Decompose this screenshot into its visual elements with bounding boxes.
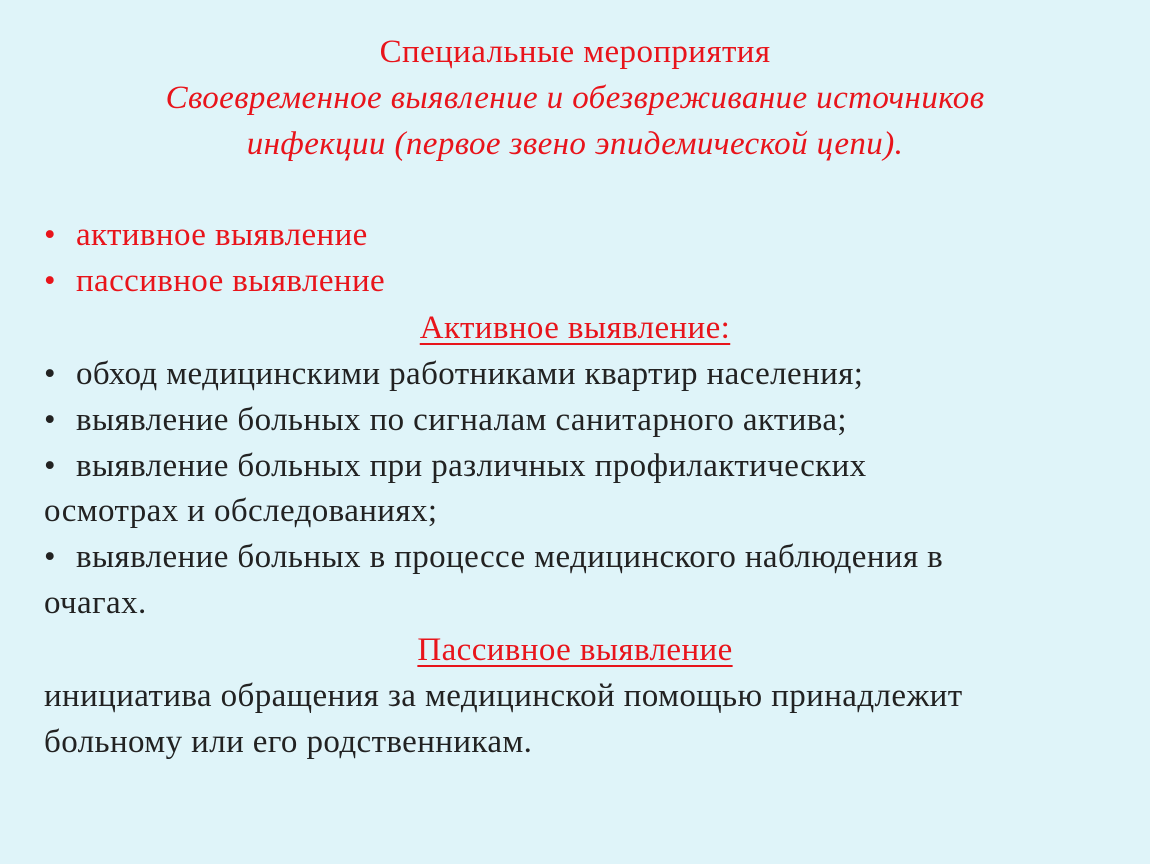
active-item-3-continuation: осмотрах и обследованиях; — [44, 493, 438, 529]
type-item-active — [44, 215, 368, 255]
type-item-label: пассивное выявление — [76, 263, 386, 299]
bullet: • — [44, 356, 56, 392]
active-item-text: обход медицинскими работниками квартир населения; — [76, 356, 864, 392]
bullet: • — [44, 402, 56, 438]
passive-heading — [0, 630, 1150, 670]
passive-heading-text: Пассивное выявление — [417, 632, 733, 668]
passive-text-line-1: инициатива обращения за медицинской помощью принадлежит — [44, 678, 963, 714]
slide-title: Специальные мероприятия — [379, 34, 771, 70]
active-item-1 — [44, 354, 863, 394]
bullet: • — [44, 448, 56, 484]
active-item-2 — [44, 400, 847, 440]
subtitle-line-1: Своевременное выявление и обезвреживание источников — [165, 80, 985, 116]
active-item-text: выявление больных при различных профилактических — [76, 448, 867, 484]
active-item-4 — [44, 537, 943, 577]
subtitle-line-2: инфекции (первое звено эпидемической цепи). — [246, 126, 904, 162]
active-item-4-continuation: очагах. — [44, 585, 147, 621]
active-heading-text: Активное выявление: — [419, 310, 731, 346]
type-item-label: активное выявление — [76, 217, 368, 253]
active-item-text: выявление больных по сигналам санитарного актива; — [76, 402, 847, 438]
passive-text-line-2: больному или его родственникам. — [44, 724, 533, 760]
active-item-text: выявление больных в процессе медицинского наблюдения в — [76, 539, 944, 575]
bullet: • — [44, 263, 56, 299]
active-item-3 — [44, 446, 867, 486]
bullet: • — [44, 217, 56, 253]
bullet: • — [44, 539, 56, 575]
active-heading — [0, 308, 1150, 348]
type-item-passive — [44, 261, 385, 301]
